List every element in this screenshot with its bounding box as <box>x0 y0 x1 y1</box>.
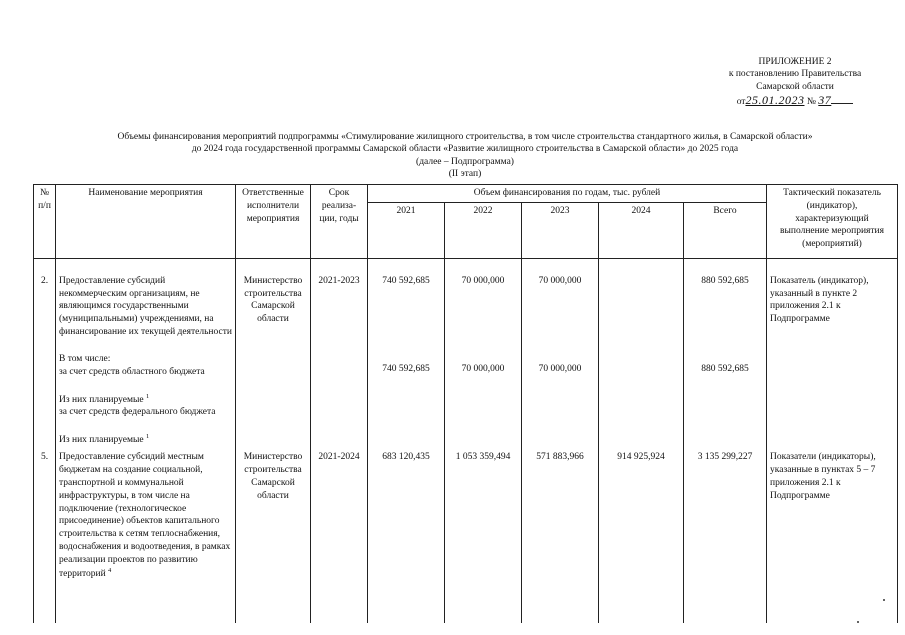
header-term: Срок реализа-ции, годы <box>311 185 368 259</box>
appendix-date-line <box>737 93 854 109</box>
table-row <box>34 449 898 623</box>
value-2024 <box>599 258 684 449</box>
value-2021: 683 120,435 <box>368 449 445 623</box>
term-cell: 2021-2024 <box>311 449 368 623</box>
regional-budget-label: за счет средств областного бюджета <box>59 366 205 377</box>
value-2021: 740 592,685 740 592,685 <box>368 258 445 449</box>
header-funding: Объем финансирования по годам, тыс. рублей <box>368 185 767 203</box>
measure-cell <box>56 258 236 449</box>
value-2023: 70 000,000 70 000,000 <box>522 258 599 449</box>
header-2022: 2022 <box>445 202 522 258</box>
planned-label: Из них планируемые $^1$ <box>59 433 150 446</box>
regional-2022: 70 000,000 <box>461 363 505 374</box>
measure-cell: Предоставление субсидий местным бюджетам на создание социальной, транспортной и коммунальной инфраструктуры, в том числе на подключение (технологическое присоединение) объектов капитального строительства к сетям теплоснабжения, водоснабжения и водоотведения, в рамках реализации проектов по развитию территорий $^4$ <box>56 449 236 623</box>
handwritten-date: 25.01.2023 <box>745 93 805 108</box>
header-no: № п/п <box>34 185 56 259</box>
header-total: Всего <box>684 202 767 258</box>
value-2022: 70 000,000 70 000,000 <box>445 258 522 449</box>
appendix-header <box>700 56 890 109</box>
appendix-resolution: к постановлению Правительства <box>728 69 862 80</box>
header-name: Наименование мероприятия <box>56 185 236 259</box>
value-total: 880 592,685 880 592,685 <box>684 258 767 449</box>
term-cell: 2021-2023 <box>311 258 368 449</box>
value-2022: 1 053 359,494 <box>445 449 522 623</box>
including-label: В том числе: <box>59 353 111 364</box>
table-row <box>34 258 898 449</box>
scan-speck <box>883 599 885 601</box>
header-2021: 2021 <box>368 202 445 258</box>
header-executors: Ответственные исполнители мероприятия <box>236 185 311 259</box>
funding-table <box>33 184 898 623</box>
value-2024: 914 925,924 <box>599 449 684 623</box>
federal-budget-label: за счет средств федерального бюджета <box>59 407 216 418</box>
appendix-region: Самарской области <box>756 81 834 92</box>
planned-label: Из них планируемые $^1$ <box>59 392 150 405</box>
date-prefix: от <box>736 97 746 108</box>
title-line-3: (далее – Подпрограмма) <box>416 156 514 167</box>
regional-2021: 740 592,685 <box>382 363 430 374</box>
regional-2023: 70 000,000 <box>538 363 582 374</box>
value-2023: 571 883,966 <box>522 449 599 623</box>
regional-total: 880 592,685 <box>701 363 749 374</box>
executor-cell: Министерство строительства Самарской области <box>236 449 311 623</box>
header-indicator: Тактический показатель (индикатор), характеризующий выполнение мероприятия (мероприятий) <box>767 185 898 259</box>
measure-name: Предоставление субсидий местным бюджетам на создание социальной, транспортной и коммунальной инфраструктуры, в том числе на подключение (технологическое присоединение) объектов капитального строительства к сетям теплоснабжения, водоснабжения и водоотведения, в рамках реализации проектов по развитию территорий <box>59 452 231 579</box>
header-2023: 2023 <box>522 202 599 258</box>
indicator-cell: Показатели (индикаторы), указанные в пунктах 5 – 7 приложения 2.1 к Подпрограмме <box>767 449 898 623</box>
scan-speck <box>857 621 859 623</box>
value-total: 3 135 299,227 <box>684 449 767 623</box>
document-title <box>40 131 890 180</box>
measure-name: Предоставление субсидий некоммерческим организациям, не являющимся государственными (муниципальными) учреждениями, на финансирование их текущей деятельности <box>59 275 232 338</box>
title-line-1: Объемы финансирования мероприятий подпрограммы «Стимулирование жилищного строительства, в том числе строительства стандартного жилья, в Самарской области» <box>117 132 813 142</box>
appendix-title: ПРИЛОЖЕНИЕ 2 <box>758 57 832 67</box>
title-line-4: (II этап) <box>448 169 482 180</box>
row-number: 5. <box>34 449 56 623</box>
row-number: 2. <box>34 258 56 449</box>
header-2024: 2024 <box>599 202 684 258</box>
executor-cell: Министерство строительства Самарской области <box>236 258 311 449</box>
title-line-2: до 2024 года государственной программы Самарской области «Развитие жилищного строительства в Самарской области» до 2025 года <box>191 144 739 155</box>
number-prefix: № <box>806 97 816 108</box>
indicator-cell: Показатель (индикатор), указанный в пункте 2 приложения 2.1 к Подпрограмме <box>767 258 898 449</box>
handwritten-number: 37 <box>818 93 832 108</box>
